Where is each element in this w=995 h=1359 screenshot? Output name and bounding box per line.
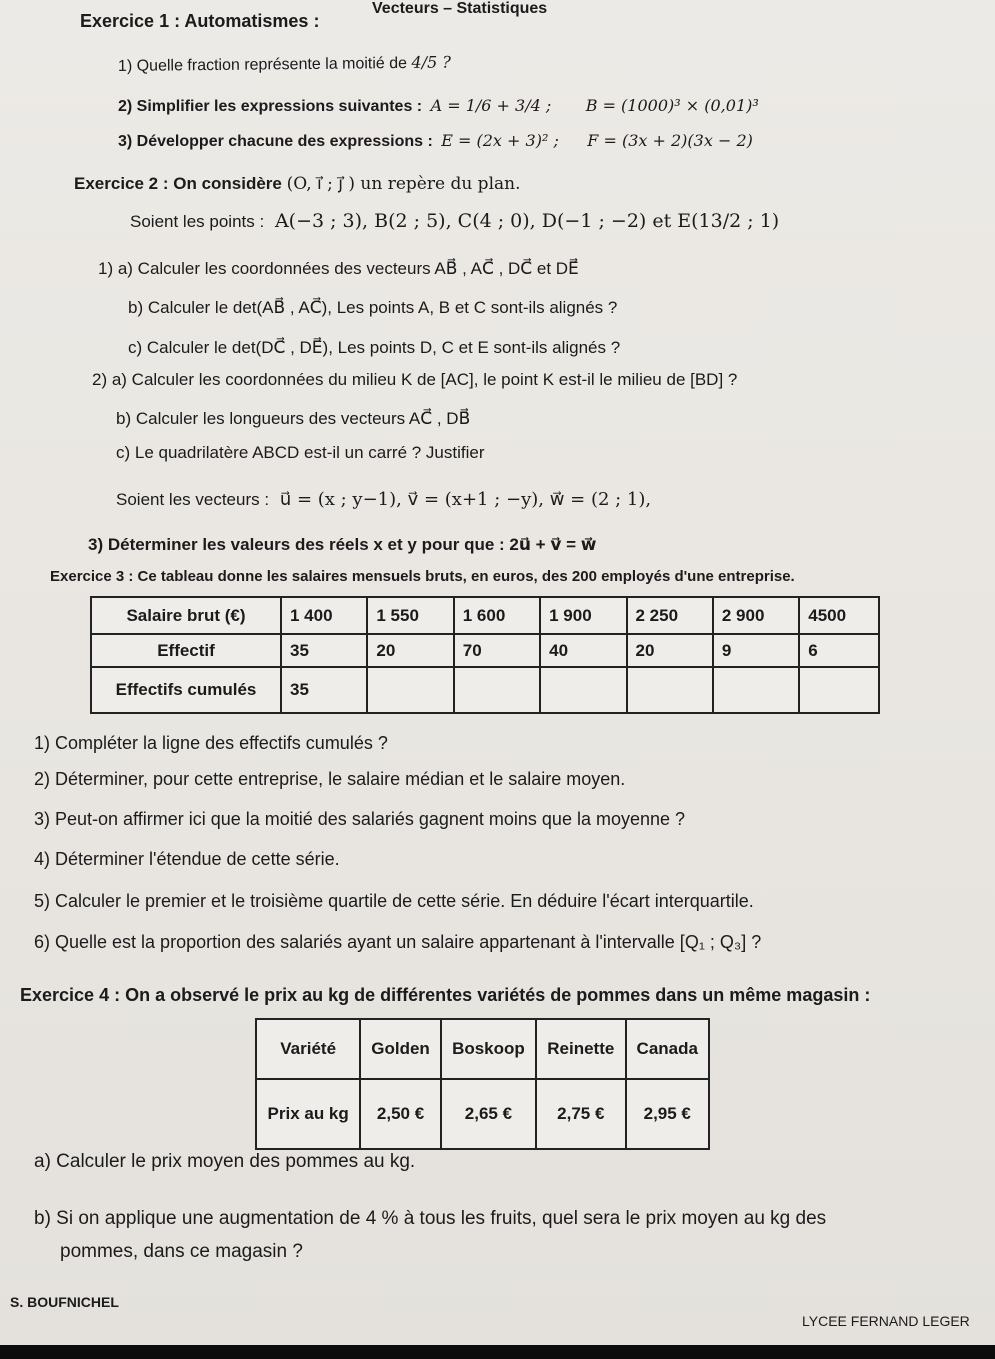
ex1-title: Exercice 1 : Automatismes : bbox=[80, 11, 320, 31]
price-cell: 2,65 € bbox=[441, 1079, 536, 1149]
variety-cell: Boskoop bbox=[441, 1019, 536, 1079]
school-name: LYCEE FERNAND LEGER bbox=[802, 1313, 970, 1329]
subject-title: Vecteurs – Statistiques bbox=[372, 0, 548, 17]
cumul-row bbox=[91, 667, 879, 713]
ex1-q1: 1) Quelle fraction représente la moitié de 4/5 ? bbox=[117, 52, 451, 75]
apple-price-table bbox=[255, 1018, 710, 1150]
effectif-cell: 20 bbox=[367, 634, 453, 667]
variety-row bbox=[256, 1019, 709, 1079]
salary-table bbox=[90, 596, 880, 714]
ex2-points: Soient les points : A(−3 ; 3), B(2 ; 5), C(4 ; 0), D(−1 ; −2) et E(13/2 ; 1) bbox=[130, 210, 780, 232]
price-cell: 2,75 € bbox=[536, 1079, 625, 1149]
ex2-q1c: c) Calculer le det(DC⃗ , DE⃗), Les points D, C et E sont-ils alignés ? bbox=[128, 338, 621, 357]
ex2-title: Exercice 2 : On considère (O, i⃗ ; j⃗ ) un repère du plan. bbox=[74, 174, 521, 194]
salary-cell: 4500 bbox=[799, 597, 879, 634]
ex3-q3: 3) Peut-on affirmer ici que la moitié des salariés gagnent moins que la moyenne ? bbox=[34, 809, 686, 829]
ex2-vectors: Soient les vecteurs : u⃗ = (x ; y−1), v⃗ = (x+1 ; −y), w⃗ = (2 ; 1), bbox=[116, 489, 652, 510]
ex3-q1: 1) Compléter la ligne des effectifs cumulés ? bbox=[34, 733, 388, 753]
ex2-q2a: 2) a) Calculer les coordonnées du milieu K de [AC], le point K est-il le milieu de [BD] ? bbox=[92, 370, 738, 389]
ex3-q2: 2) Déterminer, pour cette entreprise, le salaire médian et le salaire moyen. bbox=[34, 769, 626, 789]
row-header-prix: Prix au kg bbox=[256, 1079, 360, 1149]
effectif-cell: 6 bbox=[799, 634, 879, 667]
ex3-q4: 4) Déterminer l'étendue de cette série. bbox=[34, 849, 340, 869]
variety-cell: Golden bbox=[360, 1019, 440, 1079]
effectif-cell: 70 bbox=[454, 634, 540, 667]
effectif-row bbox=[91, 634, 879, 667]
effectif-cell: 35 bbox=[281, 634, 367, 667]
ex3-title: Exercice 3 : Ce tableau donne les salaires mensuels bruts, en euros, des 200 employés d'une entreprise. bbox=[50, 568, 795, 585]
ex4-qb-line2: pommes, dans ce magasin ? bbox=[60, 1241, 303, 1262]
salary-cell: 1 600 bbox=[454, 597, 540, 634]
row-header-cumules: Effectifs cumulés bbox=[91, 667, 281, 713]
cumul-cell bbox=[367, 667, 453, 713]
salary-cell: 2 250 bbox=[627, 597, 713, 634]
row-header-effectif: Effectif bbox=[91, 634, 281, 667]
ex1-q2: 2) Simplifier les expressions suivantes : A = 1/6 + 3/4 ; B = (1000)³ × (0,01)³ bbox=[118, 96, 759, 115]
cumul-cell: 35 bbox=[281, 667, 367, 713]
variety-cell: Reinette bbox=[536, 1019, 625, 1079]
price-row bbox=[256, 1079, 709, 1149]
effectif-cell: 20 bbox=[627, 634, 713, 667]
price-cell: 2,95 € bbox=[626, 1079, 709, 1149]
price-cell: 2,50 € bbox=[360, 1079, 440, 1149]
ex2-q1b: b) Calculer le det(AB⃗ , AC⃗), Les points A, B et C sont-ils alignés ? bbox=[128, 298, 618, 317]
ex4-title: Exercice 4 : On a observé le prix au kg de différentes variétés de pommes dans un même magasin : bbox=[20, 985, 871, 1005]
ex4-qb-line1: b) Si on applique une augmentation de 4 % à tous les fruits, quel sera le prix moyen au kg des bbox=[34, 1208, 827, 1229]
effectif-cell: 40 bbox=[540, 634, 626, 667]
cumul-cell bbox=[799, 667, 879, 713]
salary-row bbox=[91, 597, 879, 634]
row-header-variete: Variété bbox=[256, 1019, 360, 1079]
ex3-q6: 6) Quelle est la proportion des salariés ayant un salaire appartenant à l'intervalle [Q₁ ; Q₃] ? bbox=[34, 932, 762, 952]
salary-cell: 1 900 bbox=[540, 597, 626, 634]
cumul-cell bbox=[627, 667, 713, 713]
ex4-qa: a) Calculer le prix moyen des pommes au kg. bbox=[34, 1151, 416, 1172]
bottom-edge bbox=[0, 1345, 995, 1359]
effectif-cell: 9 bbox=[713, 634, 799, 667]
cumul-cell bbox=[540, 667, 626, 713]
ex2-q1a: 1) a) Calculer les coordonnées des vecteurs AB⃗ , AC⃗ , DC⃗ et DE⃗ bbox=[98, 259, 579, 278]
variety-cell: Canada bbox=[626, 1019, 709, 1079]
salary-cell: 2 900 bbox=[713, 597, 799, 634]
cumul-cell bbox=[713, 667, 799, 713]
ex1-q3: 3) Développer chacune des expressions : E = (2x + 3)² ; F = (3x + 2)(3x − 2) bbox=[118, 131, 753, 150]
ex3-q5: 5) Calculer le premier et le troisième quartile de cette série. En déduire l'écart interquartile. bbox=[34, 891, 754, 911]
salary-cell: 1 550 bbox=[367, 597, 453, 634]
ex2-q2c: c) Le quadrilatère ABCD est-il un carré ? Justifier bbox=[116, 443, 485, 462]
ex2-q3: 3) Déterminer les valeurs des réels x et y pour que : 2u⃗ + v⃗ = w⃗ bbox=[88, 535, 597, 554]
cumul-cell bbox=[454, 667, 540, 713]
author-name: S. BOUFNICHEL bbox=[10, 1294, 119, 1310]
ex2-q2b: b) Calculer les longueurs des vecteurs AC⃗ , DB⃗ bbox=[116, 409, 471, 428]
salary-cell: 1 400 bbox=[281, 597, 367, 634]
row-header-salaire: Salaire brut (€) bbox=[91, 597, 281, 634]
